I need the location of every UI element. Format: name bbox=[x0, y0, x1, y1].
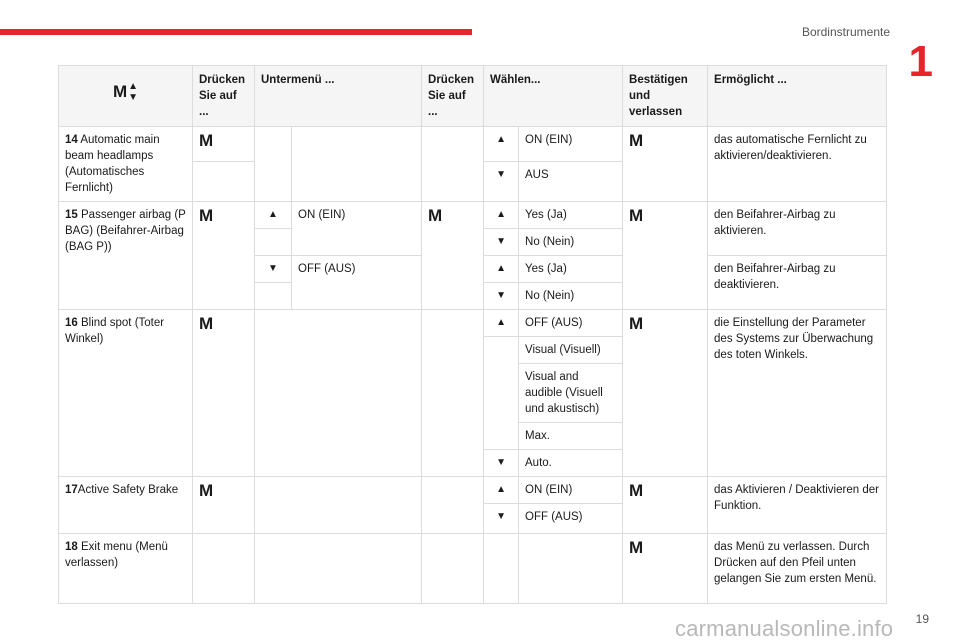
chapter-number: 1 bbox=[908, 37, 933, 86]
arrow-down-icon: ▼ bbox=[128, 92, 139, 103]
table-row bbox=[59, 127, 887, 162]
m-key-icon: M bbox=[199, 131, 214, 150]
arrow-down-icon: ▼ bbox=[496, 457, 506, 468]
result-cell: das automatische Fernlicht zu aktivieren/deaktivieren. bbox=[708, 127, 887, 202]
m-key-icon: M bbox=[112, 82, 128, 101]
choice-cell: Max. bbox=[519, 423, 623, 450]
row-label: 17Active Safety Brake bbox=[59, 477, 193, 534]
table-row bbox=[59, 202, 887, 229]
choice-cell: AUS bbox=[519, 162, 623, 202]
page-number: 19 bbox=[915, 612, 929, 626]
row-label: 16 Blind spot (Toter Winkel) bbox=[59, 310, 193, 477]
header-enables: Ermöglicht ... bbox=[708, 66, 887, 127]
m-key-icon: M bbox=[199, 314, 214, 333]
row-label: 14 Automatic main beam headlamps (Automatisches Fernlicht) bbox=[59, 127, 193, 202]
m-key-icon: M bbox=[199, 481, 214, 500]
table-row bbox=[59, 310, 887, 337]
submenu-cell: OFF (AUS) bbox=[292, 256, 422, 310]
header-submenu: Untermenü ... bbox=[255, 66, 422, 127]
choice-cell: ON (EIN) bbox=[519, 127, 623, 162]
submenu-cell: ON (EIN) bbox=[292, 202, 422, 256]
section-title: Bordinstrumente bbox=[801, 25, 890, 39]
arrow-down-icon: ▼ bbox=[496, 169, 506, 180]
press-cell bbox=[193, 127, 255, 162]
m-key-icon: M bbox=[199, 206, 214, 225]
header-confirm: Bestätigen und verlassen bbox=[623, 66, 708, 127]
result-cell: das Menü zu verlassen. Durch Drücken auf den Pfeil unten gelangen Sie zum ersten Menü. bbox=[708, 534, 887, 604]
m-key-icon: M bbox=[629, 314, 644, 333]
arrow-down-icon: ▼ bbox=[268, 263, 278, 274]
choice-cell: OFF (AUS) bbox=[519, 310, 623, 337]
m-key-icon: M bbox=[629, 131, 644, 150]
header-red-bar bbox=[0, 29, 472, 35]
watermark: carmanualsonline.info bbox=[675, 616, 894, 641]
table-row bbox=[59, 534, 887, 604]
header-press-2: Drücken Sie auf ... bbox=[422, 66, 484, 127]
choice-cell: Visual and audible (Visuell und akustisch) bbox=[519, 364, 623, 423]
choice-cell: ON (EIN) bbox=[519, 477, 623, 504]
choice-cell: Yes (Ja) bbox=[519, 202, 623, 229]
arrow-up-icon: ▲ bbox=[496, 263, 506, 274]
choice-cell: Visual (Visuell) bbox=[519, 337, 623, 364]
table-header-row bbox=[59, 66, 887, 127]
table-row bbox=[59, 477, 887, 504]
arrow-up-icon: ▲ bbox=[268, 209, 278, 220]
result-cell: die Einstellung der Parameter des Systems zur Überwachung des toten Winkels. bbox=[708, 310, 887, 477]
choice-cell: Auto. bbox=[519, 450, 623, 477]
arrow-up-icon: ▲ bbox=[496, 209, 506, 220]
row-label: 18 Exit menu (Menü verlassen) bbox=[59, 534, 193, 604]
arrow-up-icon: ▲ bbox=[496, 317, 506, 328]
arrow-up-icon: ▲ bbox=[128, 81, 139, 92]
result-cell: den Beifahrer-Airbag zu deaktivieren. bbox=[708, 256, 887, 310]
arrow-up-icon: ▲ bbox=[496, 134, 506, 145]
choice-cell: OFF (AUS) bbox=[519, 504, 623, 534]
m-key-icon: M bbox=[629, 538, 644, 557]
m-key-icon: M bbox=[428, 206, 443, 225]
arrow-down-icon: ▼ bbox=[496, 290, 506, 301]
m-key-icon: M bbox=[629, 206, 644, 225]
arrow-up-icon: ▲ bbox=[496, 484, 506, 495]
row-label: 15 Passenger airbag (P BAG) (Beifahrer-Airbag (BAG P)) bbox=[59, 202, 193, 310]
choice-cell: No (Nein) bbox=[519, 283, 623, 310]
arrow-down-icon: ▼ bbox=[496, 236, 506, 247]
result-cell: den Beifahrer-Airbag zu aktivieren. bbox=[708, 202, 887, 256]
choice-cell: Yes (Ja) bbox=[519, 256, 623, 283]
arrow-down-icon: ▼ bbox=[496, 511, 506, 522]
choice-cell: No (Nein) bbox=[519, 229, 623, 256]
header-icon-cell bbox=[59, 66, 193, 127]
header-press-1: Drücken Sie auf ... bbox=[193, 66, 255, 127]
menu-table bbox=[58, 65, 887, 604]
header-choose: Wählen... bbox=[484, 66, 623, 127]
m-key-icon: M bbox=[629, 481, 644, 500]
result-cell: das Aktivieren / Deaktivieren der Funktion. bbox=[708, 477, 887, 534]
